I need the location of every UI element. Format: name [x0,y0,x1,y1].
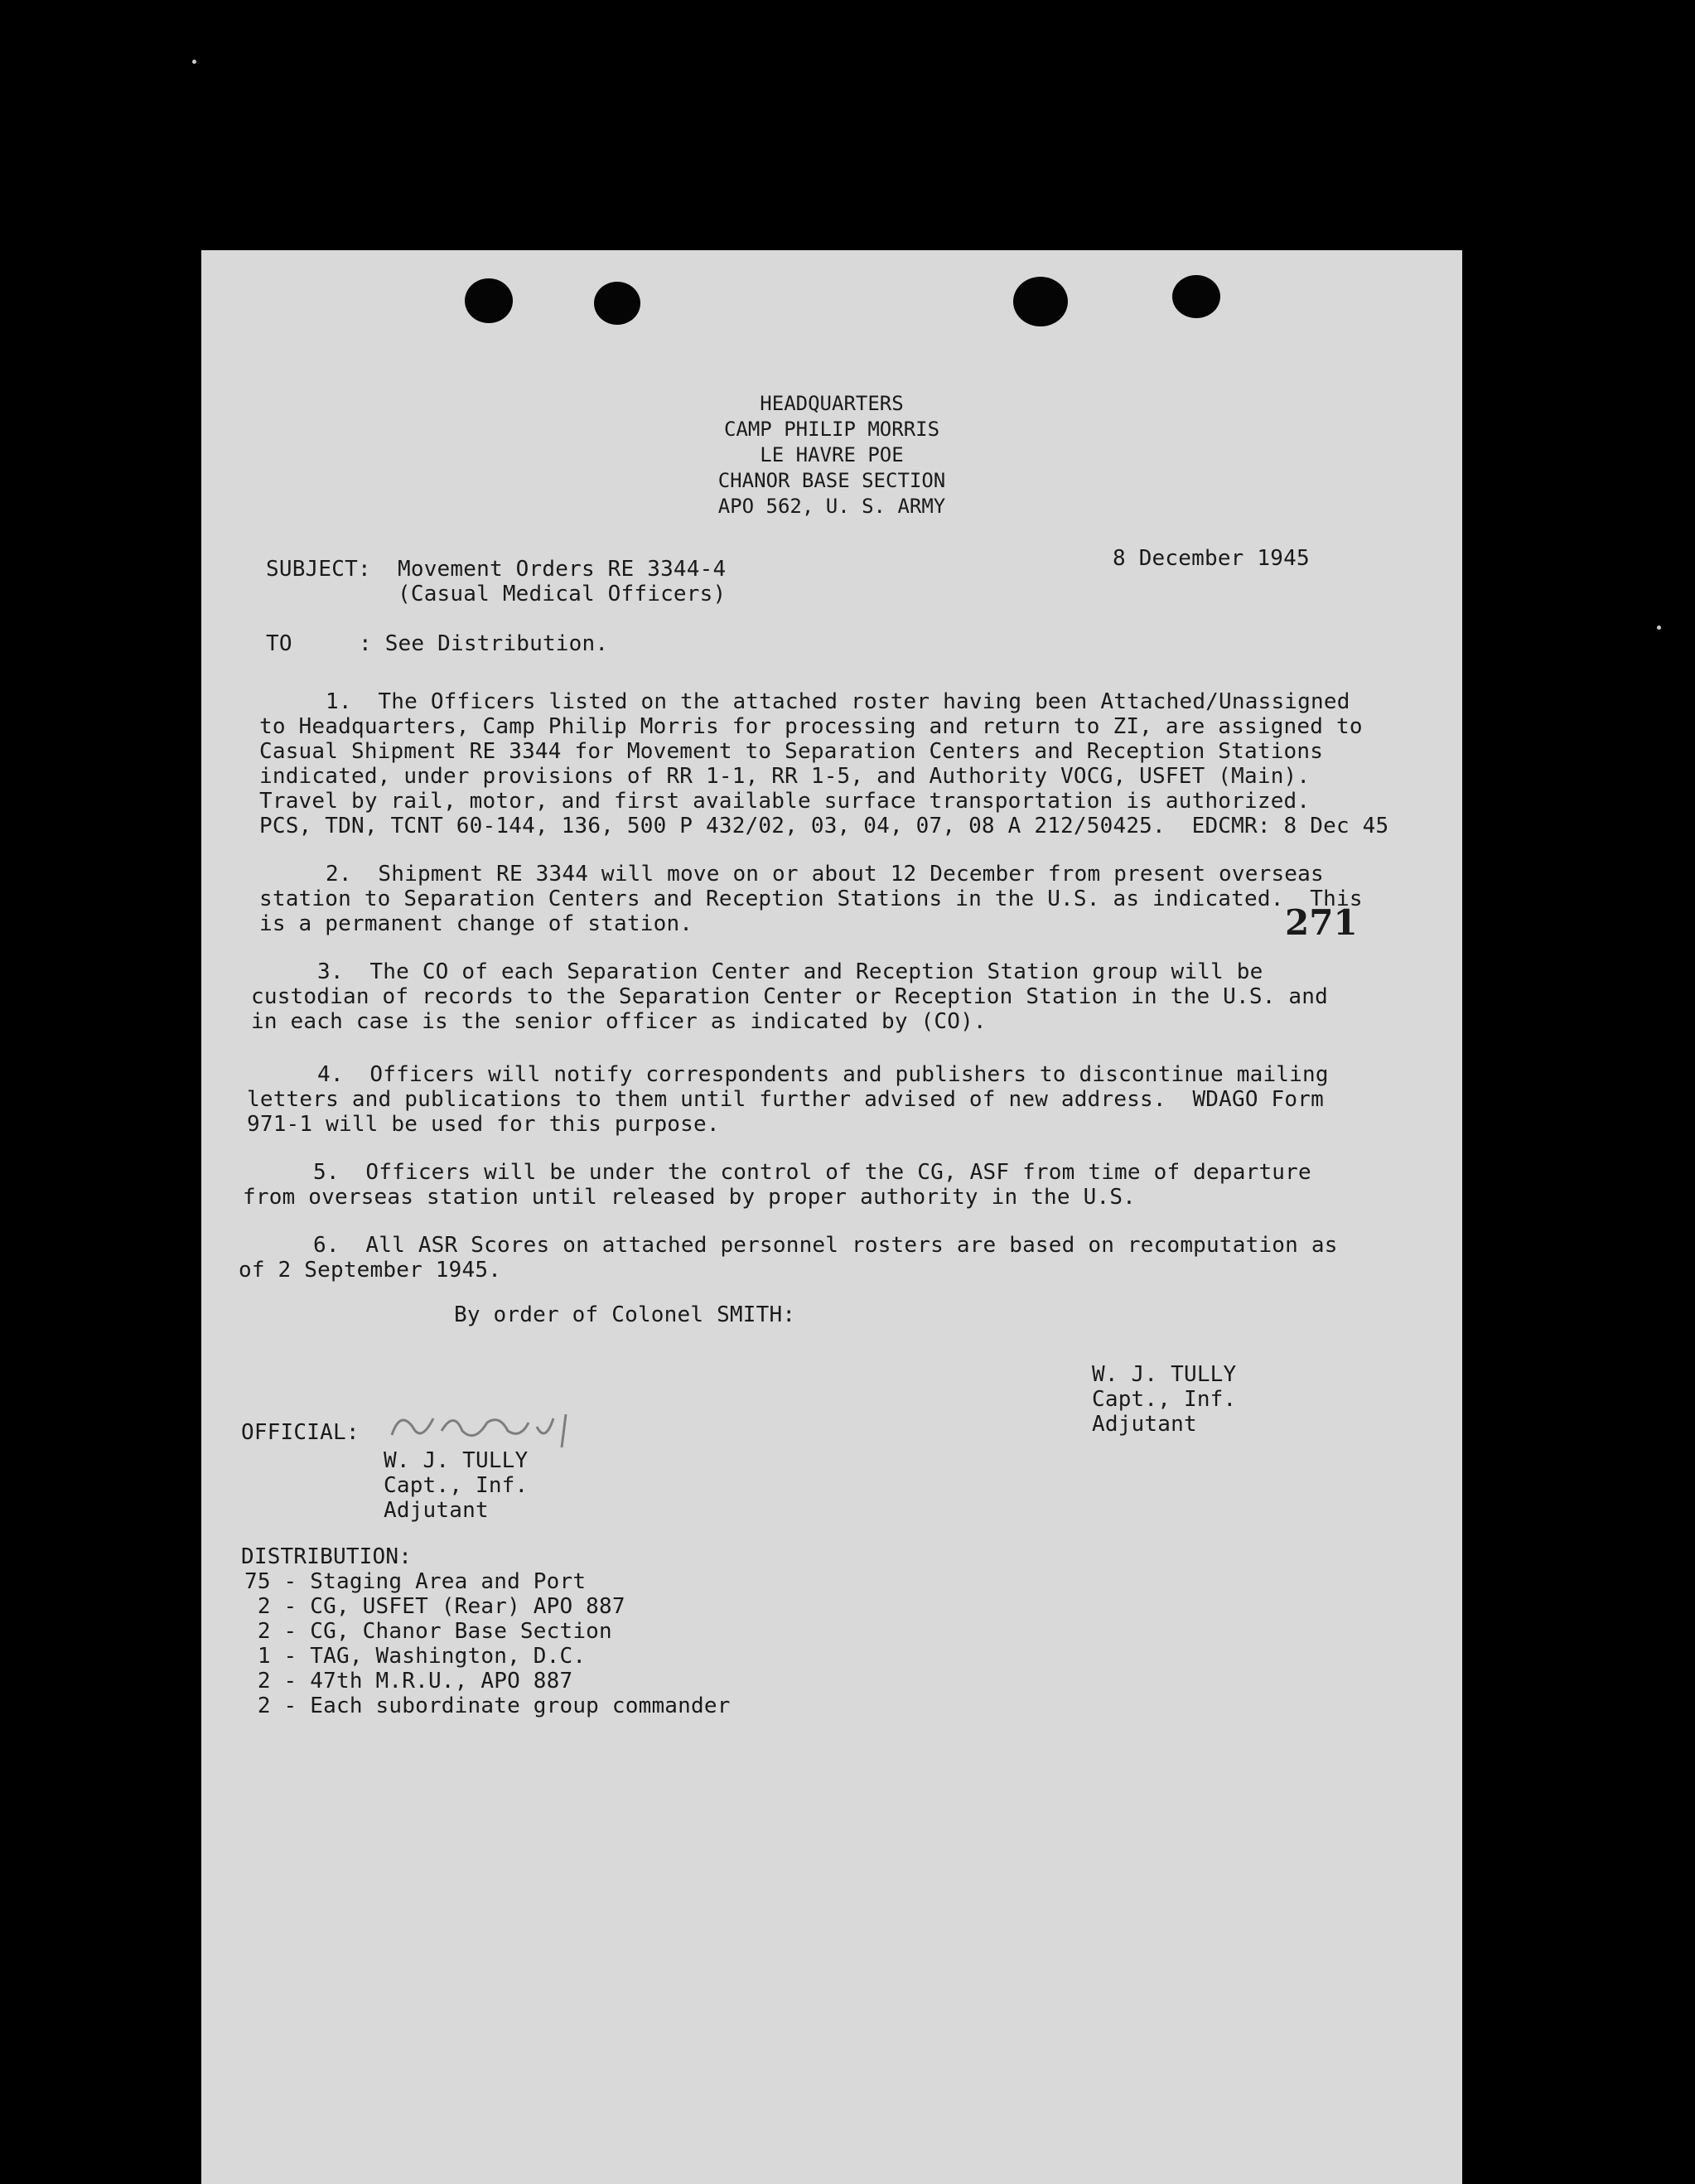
punch-hole-2 [594,282,640,325]
para1-line-5: Travel by rail, motor, and first available surface transportation is authorized. [259,789,1311,814]
letterhead-line-5: APO 562, U. S. ARMY [717,495,946,518]
subject-line-1: Movement Orders RE 3344-4 [398,557,727,582]
signature-title: Adjutant [1092,1412,1197,1437]
by-order-line: By order of Colonel SMITH: [454,1302,796,1327]
para1-line-6: PCS, TDN, TCNT 60-144, 136, 500 P 432/02, 03, 04, 07, 08 A 212/50425. EDCMR: 8 Dec 45 [259,814,1389,838]
letterhead-line-3: LE HAVRE POE [760,443,904,466]
para3-line-3: in each case is the senior officer as indicated by (CO). [251,1009,987,1034]
distribution-item: 2 - CG, USFET (Rear) APO 887 [244,1594,625,1619]
to-label: TO [266,631,292,656]
letterhead-line-4: CHANOR BASE SECTION [717,469,946,492]
para2-line-2: station to Separation Centers and Reception Stations in the U.S. as indicated. This [259,887,1363,911]
distribution-item: 2 - CG, Chanor Base Section [244,1619,612,1644]
para2-line-1: 2. Shipment RE 3344 will move on or about 12 December from present overseas [326,862,1324,887]
scan-speck [1657,626,1661,630]
para5-line-2: from overseas station until released by proper authority in the U.S. [243,1185,1137,1210]
document-date: 8 December 1945 [1113,546,1310,571]
para4-line-2: letters and publications to them until further advised of new address. WDAGO Form [247,1087,1324,1112]
para2-line-3: is a permanent change of station. [259,911,693,936]
distribution-label: DISTRIBUTION: [241,1544,413,1569]
distribution-item: 2 - 47th M.R.U., APO 887 [244,1669,573,1694]
signature-name: W. J. TULLY [1092,1362,1237,1387]
letterhead-line-2: CAMP PHILIP MORRIS [723,418,940,441]
letterhead-line-1: HEADQUARTERS [760,392,904,415]
official-label: OFFICIAL: [241,1420,360,1445]
distribution-item: 75 - Staging Area and Port [244,1569,587,1594]
page-number: 271 [1285,902,1358,943]
to-text: : See Distribution. [359,631,609,656]
para5-line-1: 5. Officers will be under the control of the CG, ASF from time of departure [313,1160,1311,1185]
para1-line-4: indicated, under provisions of RR 1-1, RR 1-5, and Authority VOCG, USFET (Main). [259,764,1311,789]
para1-line-2: to Headquarters, Camp Philip Morris for processing and return to ZI, are assigned to [259,714,1363,739]
letterhead [201,391,1462,519]
para1-line-3: Casual Shipment RE 3344 for Movement to Separation Centers and Reception Stations [259,739,1324,764]
punch-hole-1 [465,278,513,323]
subject-line-2: (Casual Medical Officers) [398,582,727,606]
punch-hole-4 [1172,275,1220,318]
scan-speck [192,60,196,64]
distribution-item: 2 - Each subordinate group commander [244,1694,731,1718]
official-name: W. J. TULLY [384,1448,529,1473]
official-title: Adjutant [384,1498,489,1523]
para6-line-2: of 2 September 1945. [239,1258,502,1283]
para3-line-2: custodian of records to the Separation Center or Reception Station in the U.S. and [251,984,1328,1009]
distribution-item: 1 - TAG, Washington, D.C. [244,1644,587,1669]
para6-line-1: 6. All ASR Scores on attached personnel rosters are based on recomputation as [313,1233,1338,1258]
punch-hole-3 [1013,277,1068,326]
para3-line-1: 3. The CO of each Separation Center and Reception Station group will be [317,959,1263,984]
document-page [201,250,1462,2184]
subject-label: SUBJECT: [266,557,371,582]
signature-rank: Capt., Inf. [1092,1387,1237,1412]
para1-line-1: 1. The Officers listed on the attached roster having been Attached/Unassigned [326,689,1350,714]
official-rank: Capt., Inf. [384,1473,529,1498]
para4-line-1: 4. Officers will notify correspondents and publishers to discontinue mailing [317,1062,1329,1087]
para4-line-3: 971-1 will be used for this purpose. [247,1112,720,1137]
